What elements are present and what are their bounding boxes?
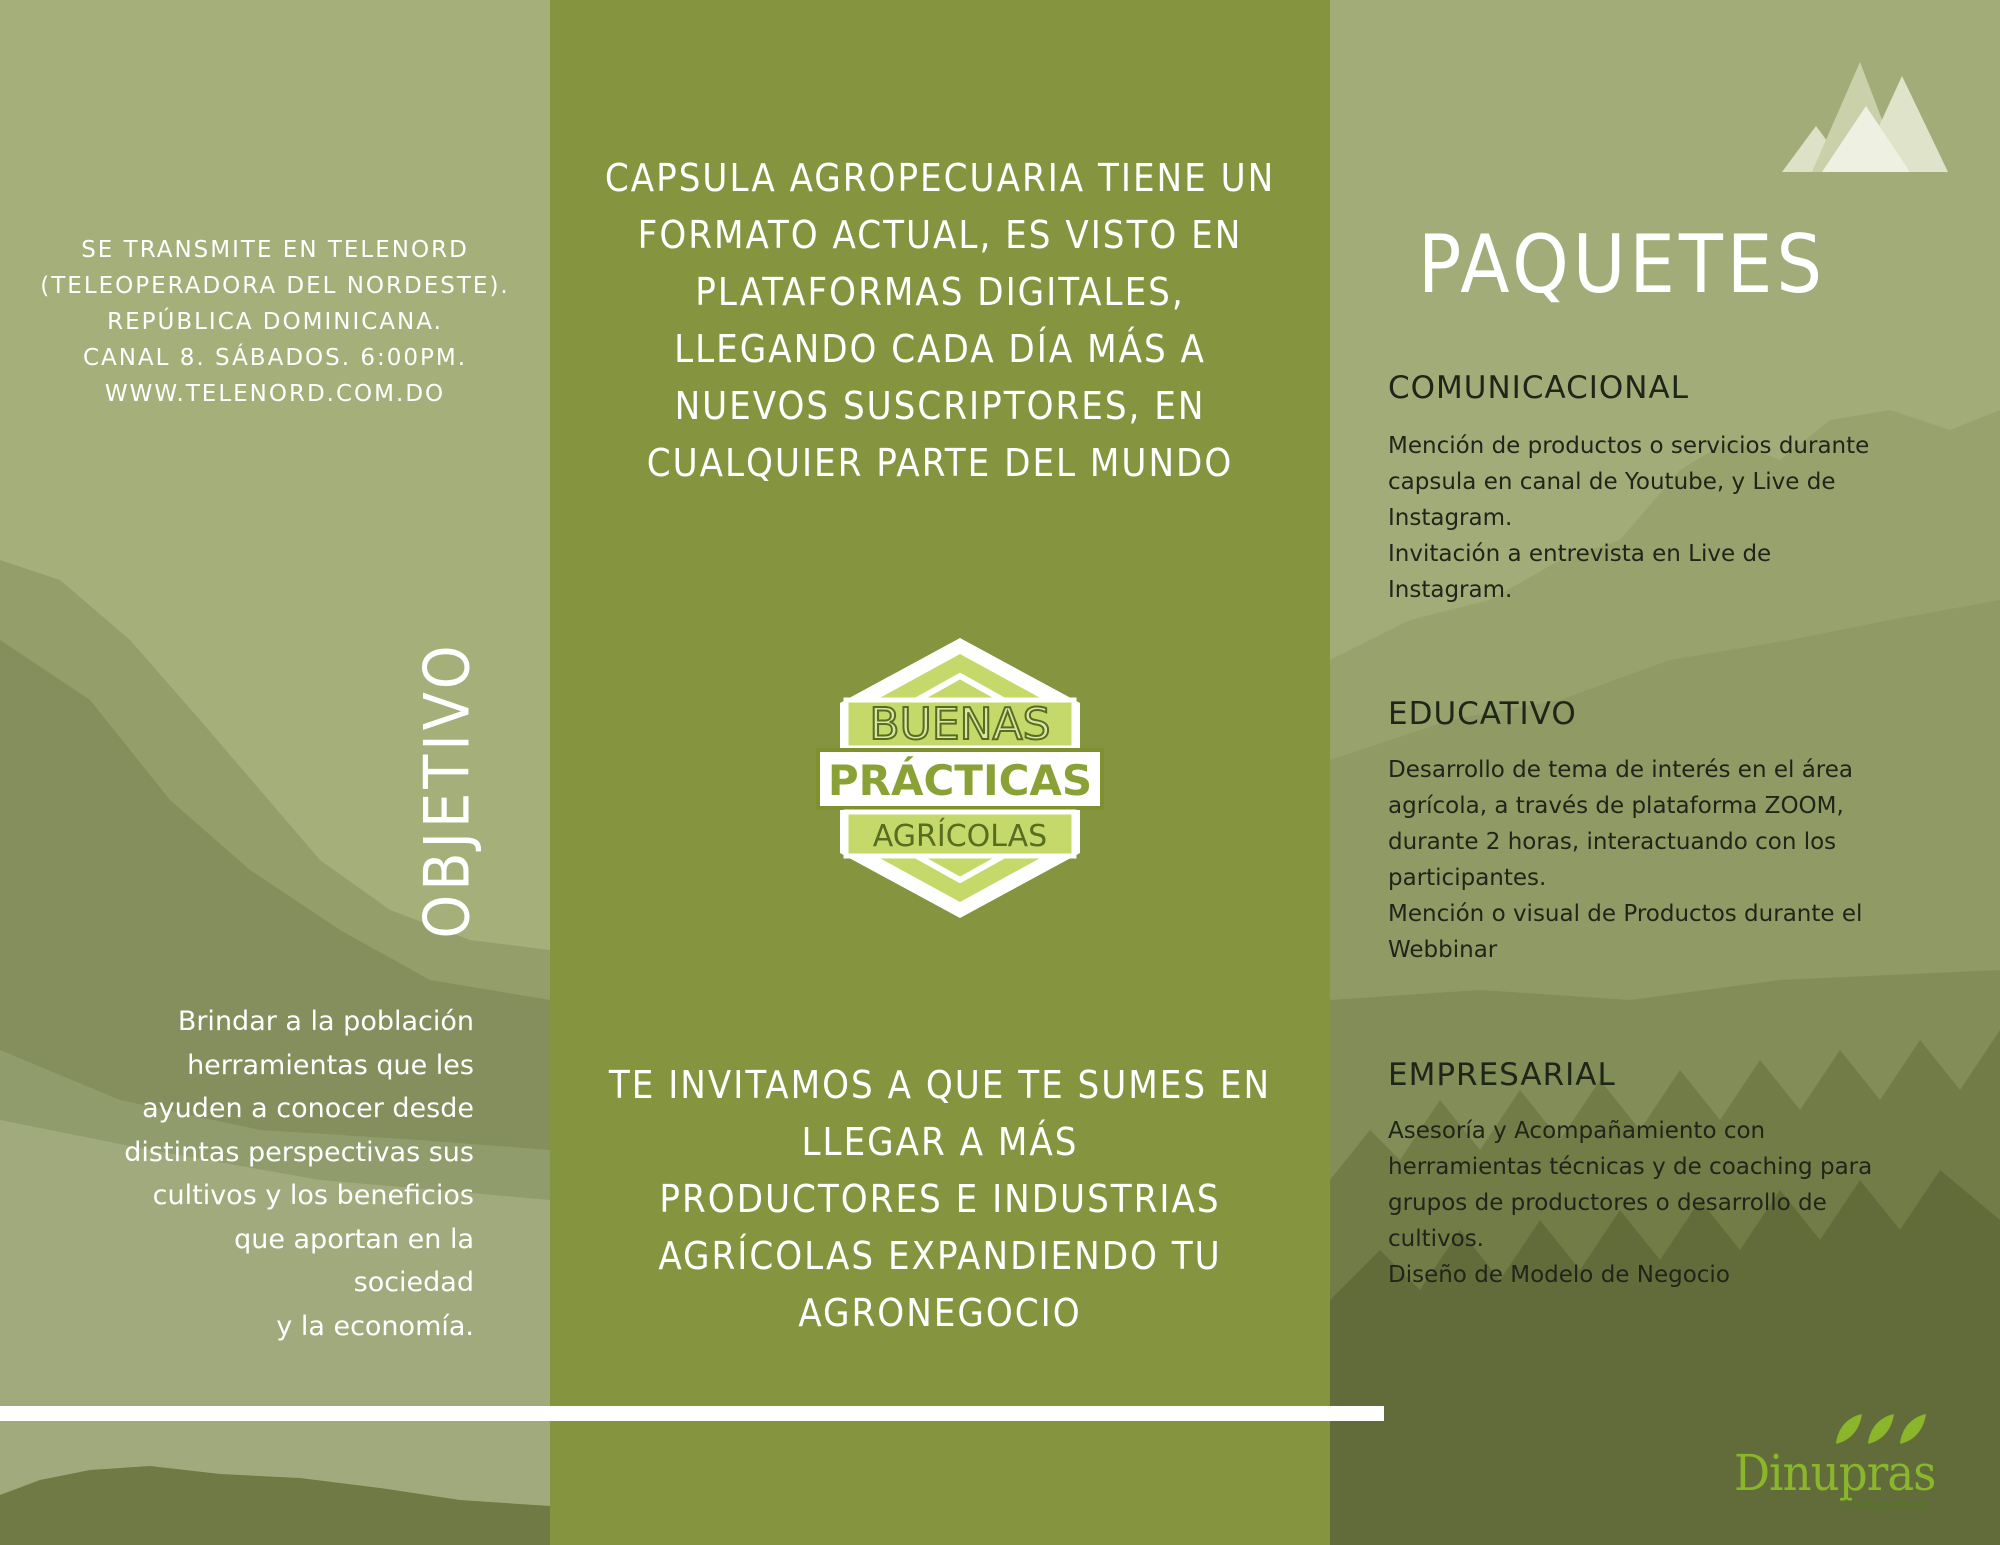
objetivo-line: sociedad [353,1267,474,1298]
objetivo-line: Brindar a la población [177,1006,474,1037]
package-line: herramientas técnicas y de coaching para [1388,1154,1873,1180]
objetivo-line: ayuden a conocer desde [142,1093,474,1124]
package-heading-comunicacional: COMUNICACIONAL [1388,370,1689,406]
logo-subtitle: Management [1843,1498,1930,1513]
package-line: cultivos. [1388,1226,1484,1252]
package-heading-educativo: EDUCATIVO [1388,696,1577,732]
intro-line: LLEGANDO CADA DÍA MÁS A [674,327,1206,371]
intro-line: NUEVOS SUSCRIPTORES, EN [674,384,1206,428]
package-line: Desarrollo de tema de interés en el área [1388,757,1853,783]
broadcast-line: REPÚBLICA DOMINICANA. [107,309,443,335]
badge-line-1: BUENAS [869,699,1051,750]
intro-statement [550,150,1330,492]
badge-line-2: PRÁCTICAS [827,756,1093,805]
broadcast-line: CANAL 8. SÁBADOS. 6:00PM. [82,345,468,371]
objetivo-line: distintas perspectivas sus [124,1136,474,1168]
invitation-line: AGRONEGOCIO [798,1291,1082,1335]
broadcast-line: WWW.TELENORD.COM.DO [104,381,446,407]
invitation-statement [550,1057,1330,1342]
package-line: Invitación a entrevista en Live de [1388,541,1772,567]
buenas-practicas-badge [810,630,1110,930]
mountains-icon [1782,56,1952,176]
divider-line [0,1406,1384,1421]
left-panel [0,0,550,1545]
dinupras-logo [1734,1408,1934,1518]
package-heading-empresarial: EMPRESARIAL [1388,1057,1616,1093]
middle-panel [550,0,1330,1545]
objetivo-line: y la economía. [276,1310,474,1342]
package-line: Diseño de Modelo de Negocio [1388,1262,1730,1288]
package-body-empresarial [1388,1113,1988,1293]
broadcast-info [0,232,550,412]
package-line: Mención o visual de Productos durante el [1388,901,1863,927]
package-line: Instagram. [1388,577,1513,603]
badge-line-3: AGRÍCOLAS [872,819,1048,854]
package-line: Asesoría y Acompañamiento con [1388,1118,1766,1144]
right-panel [1330,0,2000,1545]
intro-line: PLATAFORMAS DIGITALES, [695,270,1185,314]
invitation-line: AGRÍCOLAS EXPANDIENDO TU [658,1234,1222,1278]
package-line: durante 2 horas, interactuando con los [1388,829,1837,855]
package-body-comunicacional [1388,428,1988,608]
objetivo-line: herramientas que les [187,1049,474,1081]
package-line: capsula en canal de Youtube, y Live de [1388,469,1836,495]
logo-name: Dinupras [1734,1444,1936,1502]
intro-line: FORMATO ACTUAL, ES VISTO EN [637,213,1243,257]
package-line: Webbinar [1388,937,1498,963]
objetivo-line: cultivos y los beneficios [152,1180,474,1211]
package-line: agrícola, a través de plataforma ZOOM, [1388,793,1844,819]
package-line: Mención de productos o servicios durante [1388,433,1870,459]
paquetes-title: PAQUETES [1418,218,1827,311]
intro-line: CUALQUIER PARTE DEL MUNDO [646,441,1234,485]
package-line: participantes. [1388,865,1547,891]
invitation-line: LLEGAR A MÁS [801,1120,1079,1164]
objetivo-heading: OBJETIVO [410,641,484,939]
broadcast-line: SE TRANSMITE EN TELENORD [81,237,469,263]
objetivo-description [14,1000,474,1348]
leaves-icon [1832,1408,1932,1448]
objetivo-line: que aportan en la [234,1223,474,1255]
broadcast-line: (TELEOPERADORA DEL NORDESTE). [40,273,510,299]
invitation-line: PRODUCTORES E INDUSTRIAS [659,1177,1221,1221]
intro-line: CAPSULA AGROPECUARIA TIENE UN [604,156,1276,200]
package-line: grupos de productores o desarrollo de [1388,1190,1827,1216]
package-body-educativo [1388,752,1988,968]
package-line: Instagram. [1388,505,1513,531]
invitation-line: TE INVITAMOS A QUE TE SUMES EN [608,1063,1272,1107]
